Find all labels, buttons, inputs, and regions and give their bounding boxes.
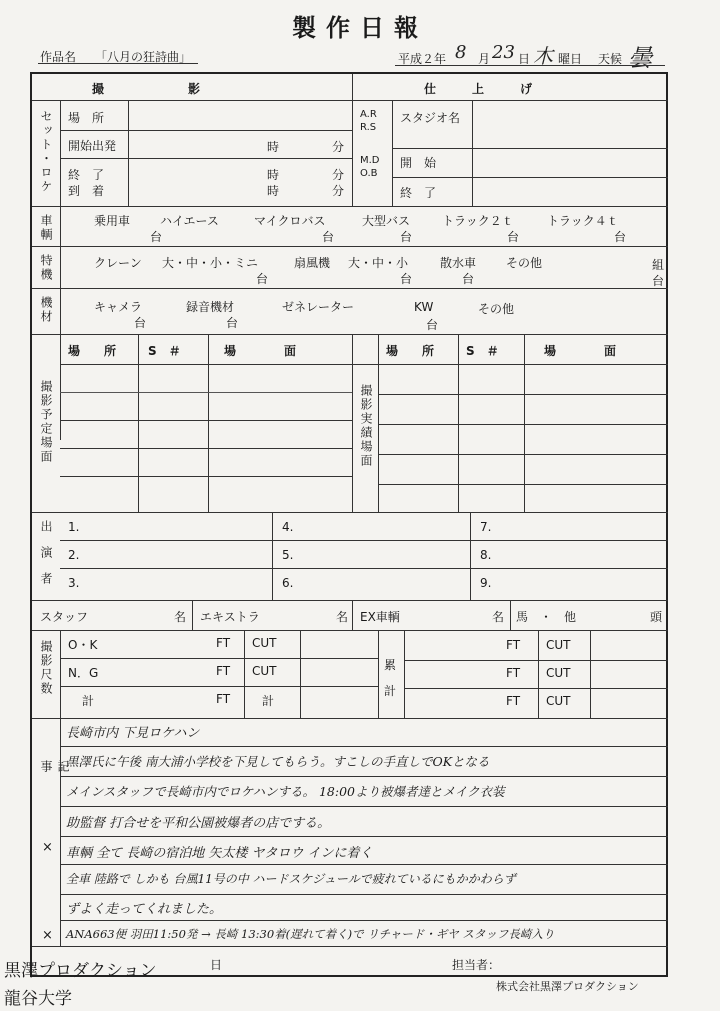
note-line-3: メインスタッフで長崎市内でロケハンする。 18:00より被爆者達とメイク衣装	[66, 784, 505, 799]
page-title: 製作日報	[292, 14, 428, 42]
kw-label: KW	[414, 300, 434, 314]
note-line-7: ずよく走ってくれました。	[66, 902, 223, 917]
finish-start-label: 開 始	[400, 156, 437, 170]
ar-rs-label: A.R R.S	[360, 109, 377, 133]
crane-sizes: 大・中・小・ミニ	[162, 256, 259, 270]
vehicle-microbus: マイクロバス	[254, 214, 326, 228]
camera-label: キャメラ	[94, 300, 143, 314]
vehicle-sedan: 乗用車	[94, 214, 131, 228]
ng-ft: FT	[216, 664, 231, 678]
watermark-line-1: 黒澤プロダクション	[4, 961, 157, 981]
actual-col-place: 場 所	[386, 344, 435, 358]
ok-label: O・K	[68, 638, 98, 652]
fan-label: 扇風機	[294, 256, 331, 270]
fan-sizes: 大・中・小	[348, 256, 409, 270]
staff-name-unit: 名	[174, 610, 187, 624]
special-unit-3: 台	[462, 272, 475, 286]
minute-label: 分	[332, 140, 345, 154]
note-mark-2: ×	[42, 928, 53, 943]
special-label: 特機	[39, 254, 53, 282]
actual-col-s: S ＃	[466, 344, 499, 358]
equipment-other-label: その他	[478, 302, 515, 316]
cast-num-8: 8.	[480, 548, 492, 562]
special-other-label: その他	[506, 256, 543, 270]
person-in-charge-label: 担当者：	[452, 958, 501, 972]
cast-label: 出演者	[39, 520, 53, 598]
shooting-header: 撮 影	[92, 82, 201, 96]
actual-scenes-label: 撮影実績場面	[359, 384, 373, 468]
extra-name-unit: 名	[336, 610, 349, 624]
notes-label: 記 事	[39, 760, 70, 904]
planned-scenes-label: 撮影予定場面	[39, 380, 53, 464]
planned-col-scene: 場 面	[224, 344, 297, 358]
vehicle-unit-2: 台	[322, 230, 335, 244]
set-loke-label: セット・ロケ	[39, 110, 53, 194]
ok-ft: FT	[216, 636, 231, 650]
horse-head-unit: 頭	[650, 610, 663, 624]
month-value: 8	[455, 42, 467, 63]
cum-ft-1: FT	[506, 638, 521, 652]
vehicle-unit-5: 台	[614, 230, 627, 244]
sound-equipment-label: 録音機材	[186, 300, 235, 314]
note-line-6: 全車 陸路で しかも 台風11号の中 ハードスケジュールで疲れているにもかかわらず	[66, 872, 516, 886]
special-unit-4: 台	[652, 274, 665, 288]
ex-vehicle-name-unit: 名	[492, 610, 505, 624]
note-line-4: 助監督 打合せを平和公園被爆者の店でする。	[66, 816, 331, 831]
staff-label: スタッフ	[40, 610, 89, 624]
vehicles-label: 車輌	[39, 214, 53, 242]
note-line-2: 黒澤氏に午後 南大浦小学校を下見してもらう。すこしの手直しでOKとなる	[66, 754, 490, 769]
work-name-label: 作品名	[40, 50, 77, 64]
cast-num-3: 3.	[68, 576, 80, 590]
note-line-8: ANA663便 羽田11:50発 → 長崎 13:30着(遅れて着く)で リチャード・ギヤ スタッフ長崎入り	[66, 927, 555, 941]
equipment-unit-3: 台	[426, 318, 439, 332]
md-ob-label: M.D O.B	[360, 155, 380, 179]
end-label: 終 了	[68, 168, 105, 182]
cast-num-9: 9.	[480, 576, 492, 590]
footage-label: 撮影尺数	[39, 640, 53, 696]
finish-end-label: 終 了	[400, 186, 437, 200]
cum-ft-2: FT	[506, 666, 521, 680]
special-set-unit: 組	[652, 258, 665, 272]
studio-label: スタジオ名	[400, 111, 461, 125]
cumulative-label: 累計	[384, 658, 397, 698]
cum-cut-3: CUT	[546, 694, 571, 708]
total-ft: FT	[216, 692, 231, 706]
water-truck-label: 散水車	[440, 256, 477, 270]
cast-num-6: 6.	[282, 576, 294, 590]
planned-col-s: S ＃	[148, 344, 181, 358]
finishing-header: 仕 上 げ	[424, 82, 533, 96]
ex-vehicle-label: EX車輌	[360, 610, 400, 624]
era-label: 平成２年	[398, 52, 447, 66]
cast-num-4: 4.	[282, 520, 294, 534]
vehicle-unit-3: 台	[400, 230, 413, 244]
special-unit-2: 台	[400, 272, 413, 286]
cum-ft-3: FT	[506, 694, 521, 708]
extra-label: エキストラ	[200, 610, 260, 624]
cum-cut-2: CUT	[546, 666, 571, 680]
equipment-label: 機材	[39, 296, 53, 324]
company-name: 株式会社黒澤プロダクション	[496, 980, 639, 993]
weather-label: 天候	[598, 52, 623, 66]
planned-col-place: 場 所	[68, 344, 117, 358]
equipment-unit-2: 台	[226, 316, 239, 330]
total-sum-label: 計	[262, 694, 275, 708]
departure-label: 開始出発	[68, 139, 117, 153]
weekday-label: 曜日	[558, 52, 583, 66]
work-title: 「八月の狂詩曲」	[95, 50, 192, 64]
vehicle-unit-4: 台	[507, 230, 520, 244]
date-underline	[395, 65, 665, 66]
vehicle-hiace: ハイエース	[160, 214, 219, 228]
note-line-5: 車輌 全て 長崎の宿泊地 矢太楼 ヤタロウ インに着く	[66, 846, 373, 861]
cum-cut-1: CUT	[546, 638, 571, 652]
hour-label-3: 時	[267, 184, 280, 198]
generator-label: ゼネレーター	[282, 300, 355, 314]
ok-cut: CUT	[252, 636, 277, 650]
note-line-1: 長崎市内 下見ロケハン	[66, 726, 200, 741]
note-mark-1: ×	[42, 840, 53, 855]
vehicle-unit-1: 台	[150, 230, 163, 244]
place-label: 場 所	[68, 111, 105, 125]
crane-label: クレーン	[94, 256, 142, 270]
vehicle-large-bus: 大型バス	[362, 214, 411, 228]
horse-label: 馬 ・ 他	[516, 610, 577, 624]
cast-num-5: 5.	[282, 548, 294, 562]
hour-label: 時	[267, 140, 280, 154]
special-unit-1: 台	[256, 272, 269, 286]
day-value: 23	[492, 42, 515, 63]
day-label: 日	[518, 52, 531, 66]
cast-num-7: 7.	[480, 520, 492, 534]
minute-label-3: 分	[332, 184, 345, 198]
report-form	[30, 72, 668, 977]
work-title-underline	[38, 63, 198, 64]
ng-cut: CUT	[252, 664, 277, 678]
total-label: 計	[82, 694, 95, 708]
arrival-label: 到 着	[68, 184, 105, 198]
cast-num-2: 2.	[68, 548, 80, 562]
ng-label: N．G	[68, 666, 99, 680]
weekday-value: 木	[533, 44, 553, 68]
equipment-unit-1: 台	[134, 316, 147, 330]
footer-date-label: 日	[210, 958, 223, 972]
month-label: 月	[478, 52, 491, 66]
minute-label-2: 分	[332, 168, 345, 182]
hour-label-2: 時	[267, 168, 280, 182]
actual-col-scene: 場 面	[544, 344, 617, 358]
vehicle-truck-4t: トラック４ｔ	[547, 214, 619, 228]
vehicle-truck-2t: トラック２ｔ	[442, 214, 514, 228]
cast-num-1: 1.	[68, 520, 80, 534]
weather-value: 曇	[628, 44, 652, 72]
watermark-line-2: 龍谷大学	[4, 989, 72, 1009]
